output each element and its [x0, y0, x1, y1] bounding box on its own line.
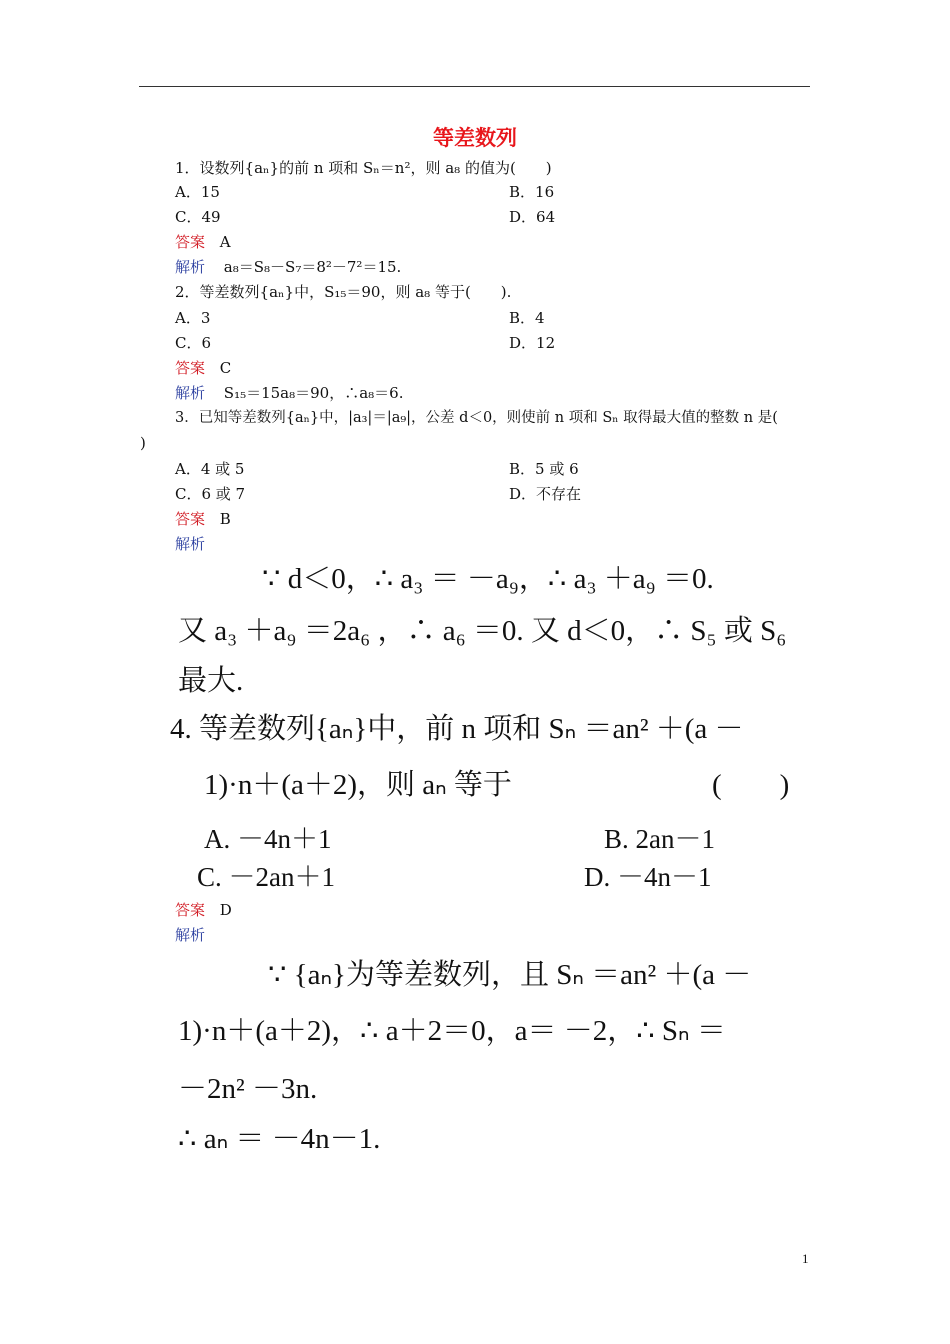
q1-analysis-row: [175, 257, 401, 277]
q3-option-c: C．6 或 7: [175, 485, 246, 503]
q2-option-b: B．4: [509, 309, 545, 327]
q2-answer: C: [219, 359, 232, 377]
q1-analysis: a₈＝S₈－S₇＝8²－7²＝15.: [223, 258, 402, 276]
q4-analysis-line2: 1)·n＋(a＋2)，∴ a＋2＝0，a＝ －2，∴ Sₙ ＝: [178, 1015, 726, 1047]
q2-option-a: A．3: [175, 309, 211, 327]
q1-stem: 1．设数列{aₙ}的前 n 项和 Sₙ＝n²，则 a₈ 的值为( ): [175, 159, 552, 177]
q3-analysis-line1: ∵ d＜0，∴ a₃ ＝ －a₉，∴ a₃ ＋a₉ ＝0.: [262, 563, 714, 595]
q2-analysis-row: [175, 383, 404, 403]
q1-answer-label: 答案: [175, 233, 206, 251]
q3-analysis-line2: 又 a₃ ＋a₉ ＝2a₆ ，∴ a₆ ＝0. 又 d＜0，∴ S₅ 或 S₆: [178, 615, 787, 647]
q1-option-a: A．15: [175, 183, 220, 201]
q4-answer: D: [219, 901, 232, 919]
q4-analysis-label: 解析: [175, 926, 206, 944]
q1-answer: A: [219, 233, 231, 251]
q4-answer-label: 答案: [175, 901, 206, 919]
q2-option-c: C．6: [175, 334, 212, 352]
q4-analysis-line1: ∵ {aₙ}为等差数列，且 Sₙ ＝an² ＋(a －: [268, 959, 752, 991]
q2-analysis-label: 解析: [175, 384, 206, 402]
q2-answer-row: [175, 358, 231, 378]
q4-option-b: B. 2an－1: [604, 824, 715, 854]
q4-option-c: C. －2an＋1: [197, 862, 335, 892]
q1-option-d: D．64: [509, 208, 556, 226]
q1-answer-row: [175, 232, 231, 252]
q1-option-b: B．16: [509, 183, 555, 201]
q1-option-c: C．49: [175, 208, 221, 226]
q2-option-d: D．12: [509, 334, 556, 352]
q2-answer-label: 答案: [175, 359, 206, 377]
q3-answer-row: [175, 509, 231, 529]
page-title: 等差数列: [433, 126, 517, 150]
header-rule: [139, 86, 810, 87]
q3-answer: B: [219, 510, 231, 528]
q3-stem-line2: ): [140, 434, 146, 452]
q4-option-a: A. －4n＋1: [204, 824, 332, 854]
q4-stem-line1: 4. 等差数列{aₙ}中，前 n 项和 Sₙ ＝an² ＋(a －: [170, 713, 744, 745]
q3-stem-line1: 3．已知等差数列{aₙ}中，|a₃|＝|a₉|，公差 d＜0，则使前 n 项和 Sₙ 取得最大值的整数 n 是(: [175, 410, 778, 426]
q4-option-d: D. －4n－1: [584, 862, 712, 892]
q3-option-b: B．5 或 6: [509, 460, 579, 478]
q3-option-d: D．不存在: [509, 485, 582, 503]
q3-analysis-line3: 最大.: [178, 665, 244, 697]
q1-analysis-label: 解析: [175, 258, 206, 276]
q2-analysis: S₁₅＝15a₈＝90，∴a₈＝6.: [223, 384, 404, 402]
q3-answer-label: 答案: [175, 510, 206, 528]
page-number: 1: [802, 1251, 809, 1266]
q4-paren: ( ): [712, 769, 790, 801]
q4-analysis-line4: ∴ aₙ ＝ －4n－1.: [178, 1123, 381, 1155]
q3-analysis-label: 解析: [175, 535, 206, 553]
q2-stem: 2．等差数列{aₙ}中，S₁₅＝90，则 a₈ 等于( ).: [175, 283, 512, 301]
q4-analysis-line3: －2n² －3n.: [178, 1073, 318, 1105]
q3-option-a: A．4 或 5: [175, 460, 245, 478]
q4-stem-line2: 1)·n＋(a＋2)，则 aₙ 等于: [204, 769, 512, 801]
q4-answer-row: [175, 900, 232, 920]
